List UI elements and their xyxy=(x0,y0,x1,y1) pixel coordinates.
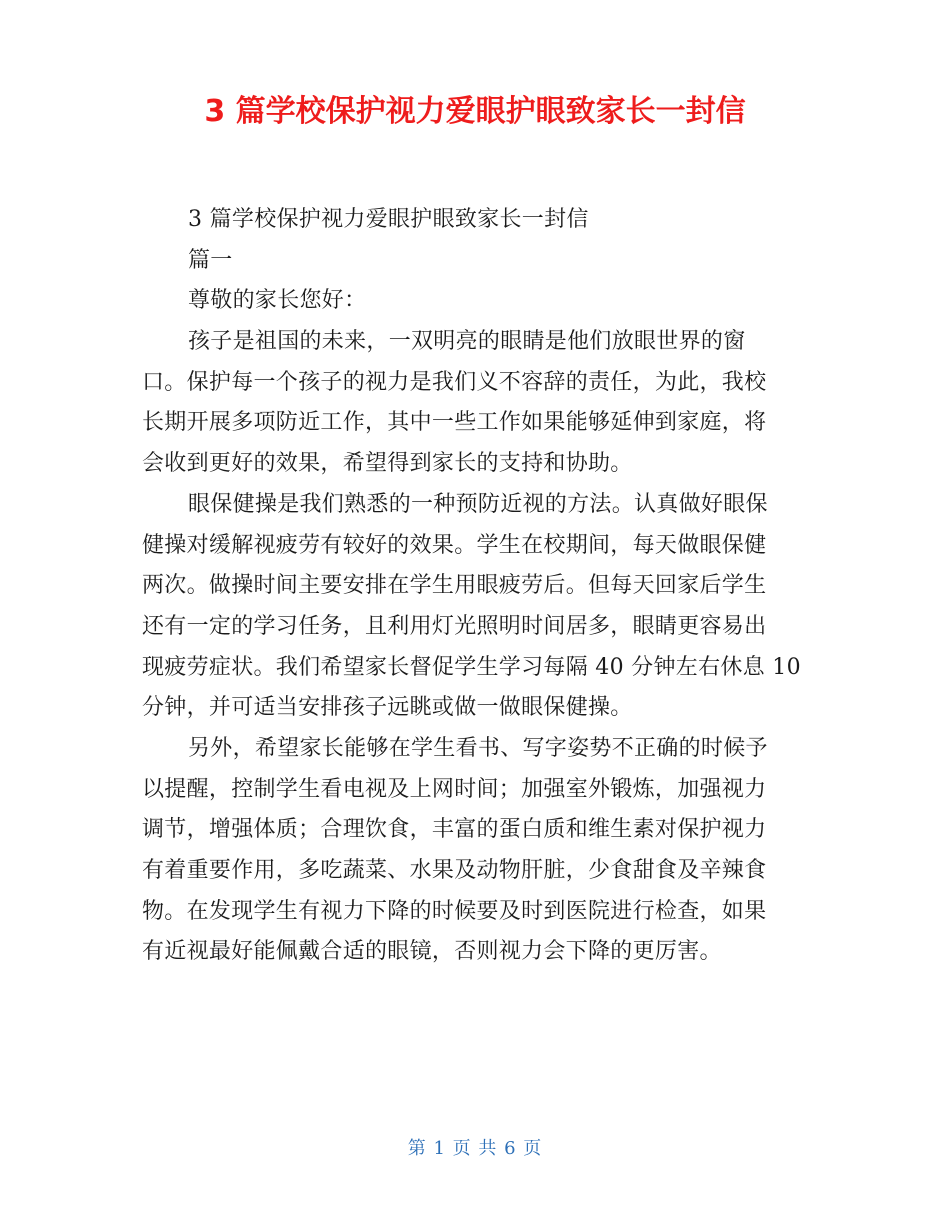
text-line: 孩子是祖国的未来，一双明亮的眼睛是他们放眼世界的窗 xyxy=(188,329,746,355)
document-title: 3 篇学校保护视力爱眼护眼致家长一封信 xyxy=(204,94,746,129)
text-line: 还有一定的学习任务，且利用灯光照明时间居多，眼睛更容易出 xyxy=(142,613,767,639)
text-line: 分钟，并可适当安排孩子远眺或做一做眼保健操。 xyxy=(142,695,633,721)
page-number-footer: 第 1 页 共 6 页 xyxy=(407,1138,543,1159)
text-line: 物。在发现学生有视力下降的时候要及时到医院进行检查，如果 xyxy=(142,898,767,924)
text-line: 眼保健操是我们熟悉的一种预防近视的方法。认真做好眼保 xyxy=(188,491,768,517)
text-line: 口。保护每一个孩子的视力是我们义不容辞的责任，为此，我校 xyxy=(142,369,767,395)
text-line: 尊敬的家长您好： xyxy=(188,288,367,314)
text-line: 两次。做操时间主要安排在学生用眼疲劳后。但每天回家后学生 xyxy=(142,573,767,599)
text-line: 篇一 xyxy=(188,247,233,273)
text-line: 会收到更好的效果，希望得到家长的支持和协助。 xyxy=(142,451,633,477)
text-line: 以提醒，控制学生看电视及上网时间；加强室外锻炼，加强视力 xyxy=(142,776,767,802)
text-line: 有着重要作用，多吃蔬菜、水果及动物肝脏，少食甜食及辛辣食 xyxy=(142,858,767,883)
text-line: 另外，希望家长能够在学生看书、写字姿势不正确的时候予 xyxy=(188,735,768,761)
text-line: 有近视最好能佩戴合适的眼镜，否则视力会下降的更厉害。 xyxy=(142,939,722,965)
text-line: 健操对缓解视疲劳有较好的效果。学生在校期间，每天做眼保健 xyxy=(142,532,767,558)
text-line: 现疲劳症状。我们希望家长督促学生学习每隔 40 分钟左右休息 10 xyxy=(142,654,801,680)
text-line: 调节，增强体质；合理饮食，丰富的蛋白质和维生素对保护视力 xyxy=(142,817,767,843)
text-line: 3 篇学校保护视力爱眼护眼致家长一封信 xyxy=(188,207,589,232)
text-line: 长期开展多项防近工作，其中一些工作如果能够延伸到家庭，将 xyxy=(142,410,767,436)
document-body xyxy=(142,200,802,973)
